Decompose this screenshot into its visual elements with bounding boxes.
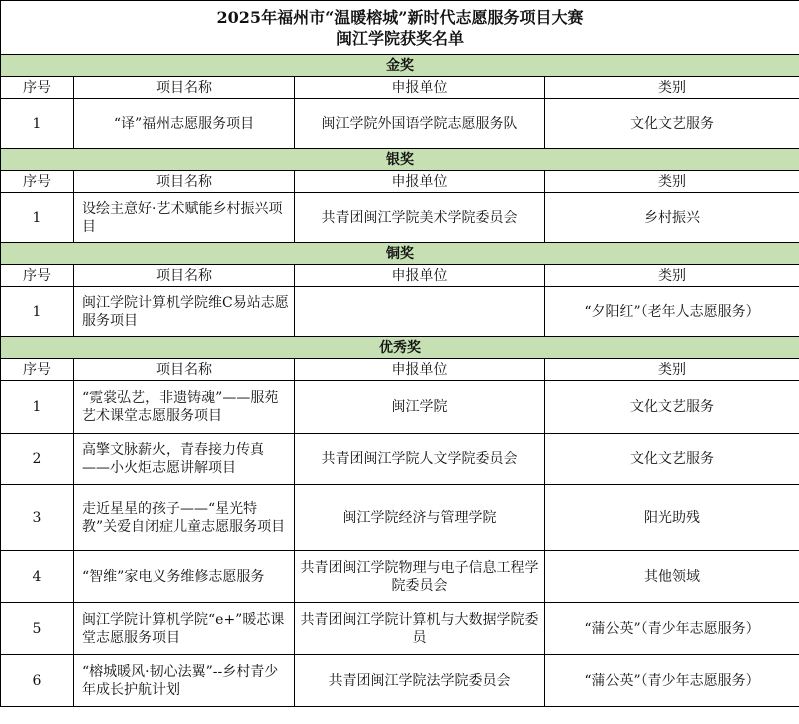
- row-unit: 共青团闽江学院计算机与大数据学院委员: [295, 603, 545, 655]
- section-excellent: [1, 337, 799, 359]
- row-name: 闽江学院计算机学院维C易站志愿服务项目: [74, 287, 295, 337]
- row-no: 5: [1, 603, 74, 655]
- row-unit: 共青团闽江学院物理与电子信息工程学院委员会: [295, 551, 545, 603]
- header-name: 项目名称: [74, 171, 295, 193]
- row-no: 1: [1, 99, 74, 149]
- table-row: [1, 434, 799, 485]
- header-no: 序号: [1, 359, 74, 381]
- section-silver-label: 银奖: [1, 149, 799, 171]
- header-category: 类别: [545, 77, 799, 99]
- table-title: [1, 1, 799, 55]
- section-gold: [1, 55, 799, 77]
- row-no: 6: [1, 655, 74, 707]
- header-name: 项目名称: [74, 77, 295, 99]
- row-no: 4: [1, 551, 74, 603]
- header-row: [1, 77, 799, 99]
- row-no: 1: [1, 193, 74, 243]
- row-unit: 闽江学院: [295, 381, 545, 434]
- section-gold-label: 金奖: [1, 55, 799, 77]
- row-unit: 闽江学院经济与管理学院: [295, 485, 545, 551]
- header-no: 序号: [1, 171, 74, 193]
- row-category: 文化文艺服务: [545, 381, 799, 434]
- header-unit: 申报单位: [295, 77, 545, 99]
- section-bronze-label: 铜奖: [1, 243, 799, 265]
- header-category: 类别: [545, 359, 799, 381]
- section-bronze: [1, 243, 799, 265]
- header-unit: 申报单位: [295, 171, 545, 193]
- header-row: [1, 265, 799, 287]
- row-category: 文化文艺服务: [545, 434, 799, 485]
- header-no: 序号: [1, 265, 74, 287]
- header-category: 类别: [545, 171, 799, 193]
- row-no: 1: [1, 381, 74, 434]
- row-category: “蒲公英”（青少年志愿服务）: [545, 603, 799, 655]
- header-name: 项目名称: [74, 359, 295, 381]
- header-unit: 申报单位: [295, 265, 545, 287]
- row-category: “夕阳红”（老年人志愿服务）: [545, 287, 799, 337]
- row-no: 1: [1, 287, 74, 337]
- row-name: 设绘主意好·艺术赋能乡村振兴项目: [74, 193, 295, 243]
- row-no: 2: [1, 434, 74, 485]
- title-line-1: 2025年福州市“温暖榕城”新时代志愿服务项目大赛: [216, 7, 584, 27]
- header-no: 序号: [1, 77, 74, 99]
- table-row: [1, 603, 799, 655]
- row-no: 3: [1, 485, 74, 551]
- table-row: [1, 551, 799, 603]
- row-unit: 共青团闽江学院美术学院委员会: [295, 193, 545, 243]
- row-name: “译”福州志愿服务项目: [74, 99, 295, 149]
- table-row: [1, 287, 799, 337]
- row-unit: 共青团闽江学院法学院委员会: [295, 655, 545, 707]
- table-row: [1, 485, 799, 551]
- header-row: [1, 171, 799, 193]
- row-unit: [295, 287, 545, 337]
- section-excellent-label: 优秀奖: [1, 337, 799, 359]
- header-unit: 申报单位: [295, 359, 545, 381]
- row-category: 文化文艺服务: [545, 99, 799, 149]
- row-unit: 共青团闽江学院人文学院委员会: [295, 434, 545, 485]
- title-line-2: 闽江学院获奖名单: [336, 28, 465, 48]
- row-name: “榕城暖风·韧心法翼”--乡村青少年成长护航计划: [74, 655, 295, 707]
- row-unit: 闽江学院外国语学院志愿服务队: [295, 99, 545, 149]
- table-row: [1, 193, 799, 243]
- table-row: [1, 381, 799, 434]
- row-name: “智维”家电义务维修志愿服务: [74, 551, 295, 603]
- row-name: 高擎文脉薪火，青春接力传真——小火炬志愿讲解项目: [74, 434, 295, 485]
- row-name: 走近星星的孩子——“星光特教”关爱自闭症儿童志愿服务项目: [74, 485, 295, 551]
- row-category: 乡村振兴: [545, 193, 799, 243]
- table-row: [1, 655, 799, 707]
- row-category: 其他领域: [545, 551, 799, 603]
- header-row: [1, 359, 799, 381]
- row-name: 闽江学院计算机学院“e+”暖芯课堂志愿服务项目: [74, 603, 295, 655]
- header-name: 项目名称: [74, 265, 295, 287]
- table-row: [1, 99, 799, 149]
- row-category: “蒲公英”（青少年志愿服务）: [545, 655, 799, 707]
- header-category: 类别: [545, 265, 799, 287]
- row-name: “霓裳弘艺，非遗铸魂”——服苑艺术课堂志愿服务项目: [74, 381, 295, 434]
- row-category: 阳光助残: [545, 485, 799, 551]
- section-silver: [1, 149, 799, 171]
- title-row: [1, 1, 799, 55]
